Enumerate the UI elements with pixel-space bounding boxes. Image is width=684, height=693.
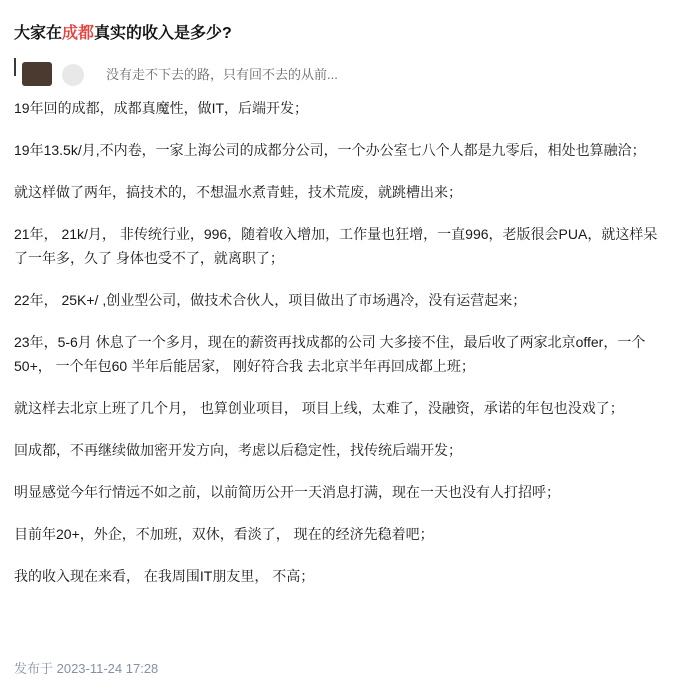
paragraph: 明显感觉今年行情远不如之前，以前简历公开一天消息打满，现在一天也没有人打招呼；: [14, 484, 560, 500]
answer-content: [14, 96, 664, 606]
author-bio: 没有走不下去的路，只有回不去的从前...: [106, 67, 338, 82]
paragraph: 23年，5-6月 休息了一个多月，现在的薪资再找成都的公司 大多接不住，最后收了两家北京offer，一个 50+， 一个年包60 半年后能居家， 刚好符合我 去北京半年再回成都上班；: [14, 334, 646, 374]
title-highlight: 成都: [62, 25, 95, 42]
paragraph: 就这样去北京上班了几个月， 也算创业项目， 项目上线，太难了，没融资，承诺的年包也没戏了；: [14, 400, 624, 416]
paragraph: 目前年20+，外企，不加班，双休，看淡了， 现在的经济先稳着吧；: [14, 526, 434, 542]
paragraph: 回成都，不再继续做加密开发方向，考虑以后稳定性，找传统后端开发；: [14, 442, 462, 458]
publish-time[interactable]: 发布于 2023-11-24 17:28: [14, 661, 159, 676]
avatar[interactable]: [14, 58, 60, 86]
paragraph: 22年， 25K+/ ,创业型公司，做技术合伙人，项目做出了市场遇冷，没有运营起来；: [14, 292, 527, 308]
paragraph: 19年回的成都，成都真魔性，做IT，后端开发；: [14, 100, 309, 116]
author-row: [14, 58, 674, 86]
title-suffix: 真实的收入是多少?: [94, 25, 232, 42]
paragraph: 就这样做了两年，搞技术的，不想温水煮青蛙，技术荒废，就跳槽出来；: [14, 184, 462, 200]
avatar-image: [22, 62, 52, 86]
question-title[interactable]: [14, 20, 232, 43]
avatar-edge: [14, 58, 16, 76]
paragraph: 19年13.5k/月,不内卷，一家上海公司的成都分公司，一个办公室七八个人都是九零后，相处也算融洽；: [14, 142, 646, 158]
avatar-placeholder: [62, 64, 84, 86]
paragraph: 21年， 21k/月， 非传统行业，996，随着收入增加，工作量也狂增，一直996，老版很会PUA，就这样呆了一年多，久了 身体也受不了，就离职了；: [14, 226, 658, 266]
paragraph: 我的收入现在来看， 在我周围IT朋友里， 不高；: [14, 568, 315, 584]
title-prefix: 大家在: [14, 25, 63, 42]
